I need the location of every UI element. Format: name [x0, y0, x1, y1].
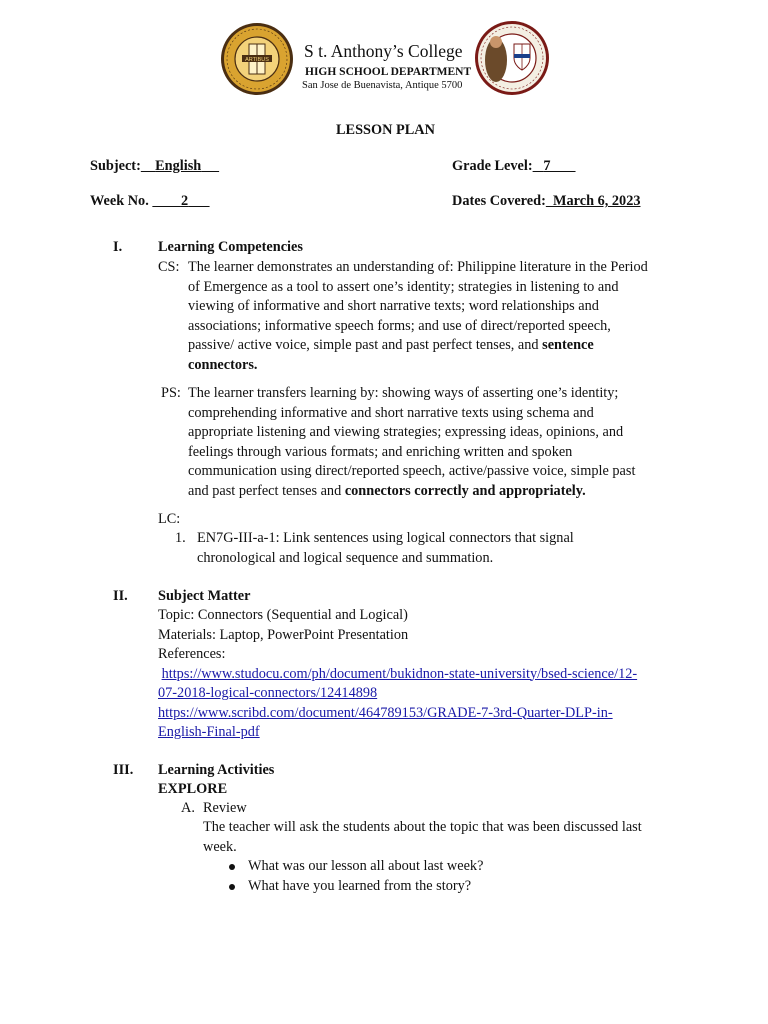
section-1-numeral: I.: [113, 239, 123, 255]
reference-link-2-line[interactable]: English-Final-pdf: [158, 724, 260, 740]
dates-label: Dates Covered:: [452, 193, 546, 209]
week-label: Week No.: [90, 193, 149, 209]
cs-prefix: CS:: [158, 259, 180, 275]
references-label: References:: [158, 646, 226, 662]
page-title: LESSON PLAN: [336, 122, 435, 138]
ps-line: feelings through various formats; and enriching written and spoken: [188, 443, 573, 460]
subject-field: [90, 157, 219, 177]
cs-line: connectors.: [188, 356, 258, 373]
review-line: week.: [203, 838, 237, 855]
bullet-dot: [229, 884, 235, 890]
reference-link-2-line[interactable]: https://www.scribd.com/document/464789153/GRADE-7-3rd-Quarter-DLP-in-: [158, 704, 613, 721]
ps-line: and past perfect tenses and connectors correctly and appropriately.: [188, 482, 586, 499]
subject-matter-body: [158, 606, 637, 743]
lc-number: 1.: [175, 530, 186, 546]
review-letter: A.: [181, 800, 195, 816]
grade-level-field: [452, 157, 576, 177]
subject-value: English: [155, 158, 202, 174]
week-value: 2: [180, 193, 189, 209]
ps-text: [188, 384, 635, 501]
college-address: San Jose de Buenavista, Antique 5700: [302, 80, 463, 91]
reference-link-1-line[interactable]: 07-2018-logical-connectors/12414898: [158, 685, 378, 701]
cs-line: associations; informative speech forms; and use of direct/reported speech,: [188, 317, 611, 334]
college-seal-right: [474, 20, 550, 96]
cs-text: [188, 258, 648, 375]
ps-line: comprehending informative and short narrative texts using schema and: [188, 404, 594, 421]
reference-link-1[interactable]: [158, 665, 637, 704]
section-1-heading: Learning Competencies: [158, 239, 303, 255]
subject-label: Subject:: [90, 158, 141, 174]
list-item: What have you learned from the story?: [248, 878, 472, 894]
review-description: [203, 818, 642, 857]
materials-text: Materials: Laptop, PowerPoint Presentation: [158, 626, 409, 643]
section-3-heading: Learning Activities: [158, 762, 275, 778]
svg-text:ARTIBUS: ARTIBUS: [245, 57, 269, 63]
explore-heading: EXPLORE: [158, 781, 228, 797]
review-title: Review: [203, 800, 247, 816]
list-item: What was our lesson all about last week?: [248, 858, 484, 874]
topic-text: Topic: Connectors (Sequential and Logical): [158, 607, 408, 623]
dates-covered-field: [452, 192, 641, 212]
lc-text: [197, 529, 574, 568]
cs-line: passive/ active voice, simple past and past perfect tenses, and sentence: [188, 337, 594, 353]
reference-link-2[interactable]: [158, 704, 637, 743]
ps-line: appropriate listening and viewing strategies; expressing ideas, opinions, and: [188, 424, 624, 440]
cs-line: viewing of informative and short narrative texts; word relationships and: [188, 298, 599, 314]
cs-line: The learner demonstrates an understanding of: Philippine literature in the Period: [188, 259, 648, 275]
grade-value: 7: [543, 158, 551, 174]
lc-line: EN7G-III-a-1: Link sentences using logical connectors that signal: [197, 530, 574, 546]
department-name: HIGH SCHOOL DEPARTMENT: [305, 66, 472, 78]
reference-link-1-line[interactable]: https://www.studocu.com/ph/document/bukidnon-state-university/bsed-science/12-: [161, 665, 638, 682]
ps-prefix: PS:: [161, 385, 181, 401]
college-name: S t. Anthony’s College: [304, 41, 463, 61]
ps-line: communication using direct/reported speech, active/passive voice, simple past: [188, 463, 636, 479]
dates-value: March 6, 2023: [553, 193, 641, 209]
grade-label: Grade Level:: [452, 158, 533, 174]
lc-label: LC:: [158, 511, 181, 527]
ps-line: The learner transfers learning by: showing ways of asserting one’s identity;: [188, 385, 619, 401]
college-seal-left: [220, 22, 294, 96]
section-2-heading: Subject Matter: [158, 588, 251, 604]
cs-line: of Emergence as a tool to assert one’s identity; strategies in listening to and: [188, 278, 619, 295]
section-3-numeral: III.: [113, 762, 134, 778]
bullet-dot: [229, 864, 235, 870]
lc-line: chronological and logical sequence and summation.: [197, 549, 494, 566]
section-2-numeral: II.: [113, 588, 128, 604]
review-line: The teacher will ask the students about the topic that was been discussed last: [203, 819, 642, 835]
week-field: [90, 192, 210, 212]
